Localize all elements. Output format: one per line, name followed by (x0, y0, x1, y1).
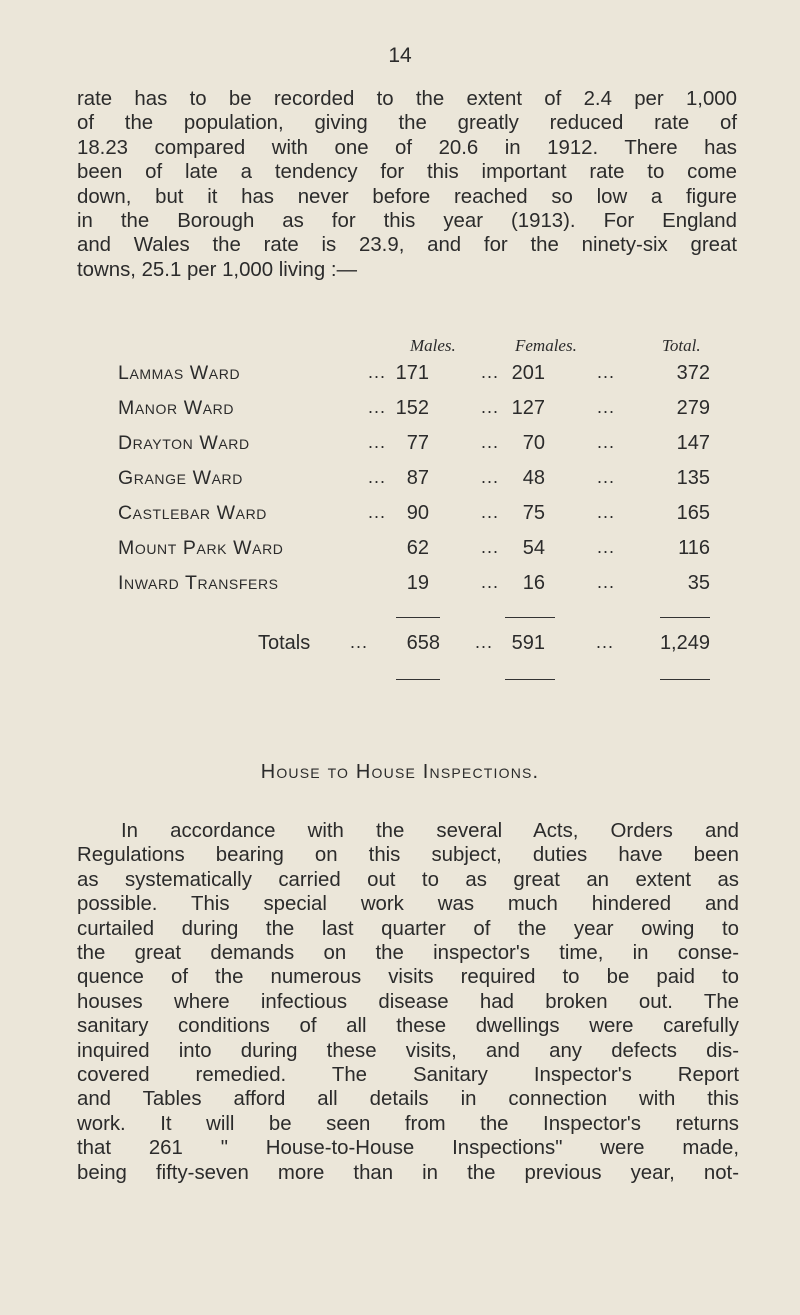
text-line: Regulations bearing on this subject, duties have been (77, 844, 739, 867)
females-cell: 70 (522, 432, 545, 454)
text-line: covered remedied. The Sanitary Inspector's Report (77, 1064, 739, 1087)
males-cell: 77 (406, 432, 429, 454)
table-row (0, 572, 800, 602)
leader-dots: ... (481, 572, 500, 592)
totals-females: 591 (511, 632, 545, 654)
divider-rule (505, 679, 555, 680)
total-cell: 147 (676, 432, 710, 454)
totals-total: 1,249 (659, 632, 710, 654)
divider-rule (396, 617, 440, 618)
leader-dots: ... (597, 537, 616, 557)
females-cell: 16 (522, 572, 545, 594)
leader-dots: ... (481, 537, 500, 557)
leader-dots: ... (481, 362, 500, 382)
ward-name: Drayton Ward (118, 432, 250, 454)
text-line: inquired into during these visits, and any defects dis- (77, 1039, 739, 1062)
leader-dots: ... (368, 432, 387, 452)
leader-dots: ... (368, 502, 387, 522)
table-row (0, 467, 800, 497)
ward-name: Grange Ward (118, 467, 243, 489)
leader-dots: ... (481, 467, 500, 487)
total-cell: 116 (678, 537, 710, 559)
text-line: curtailed during the last quarter of the year owing to (77, 917, 739, 940)
leader-dots: ... (368, 362, 387, 382)
table-row (0, 432, 800, 462)
text-line: rate has to be recorded to the extent of 2.4 per 1,000 (77, 88, 737, 110)
males-cell: 152 (395, 397, 429, 419)
leader-dots: ... (596, 632, 615, 652)
leader-dots: ... (597, 432, 616, 452)
divider-rule (505, 617, 555, 618)
text-line: in the Borough as for this year (1913). For England (77, 210, 737, 233)
table-row (0, 502, 800, 532)
text-line: In accordance with the several Acts, Orders and (121, 820, 739, 842)
total-cell: 372 (676, 362, 710, 384)
leader-dots: ... (481, 397, 500, 417)
text-line: 18.23 compared with one of 20.6 in 1912. There has (77, 136, 737, 159)
total-cell: 135 (676, 467, 710, 489)
totals-label: Totals (258, 632, 311, 654)
females-cell: 201 (511, 362, 545, 384)
males-cell: 90 (406, 502, 429, 524)
header-females: Females. (515, 336, 577, 355)
total-cell: 279 (676, 397, 710, 419)
ward-name: Mount Park Ward (118, 537, 284, 559)
ward-name: Lammas Ward (118, 362, 241, 384)
divider-rule (660, 679, 710, 680)
paragraph-death-rate (77, 87, 737, 282)
males-cell: 19 (406, 572, 429, 594)
leader-dots: ... (597, 502, 616, 522)
females-cell: 127 (511, 397, 545, 419)
totals-row (0, 632, 800, 662)
text-line: sanitary conditions of all these dwellings were carefully (77, 1015, 739, 1038)
table-row (0, 362, 800, 392)
divider-rule (396, 679, 440, 680)
totals-males: 658 (406, 632, 440, 654)
header-total: Total. (662, 336, 701, 355)
text-line: work. It will be seen from the Inspector's returns (77, 1112, 739, 1135)
leader-dots: ... (597, 467, 616, 487)
leader-dots: ... (597, 572, 616, 592)
text-line: been of late a tendency for this important rate to come (77, 161, 737, 184)
females-cell: 75 (522, 502, 545, 524)
text-line: that 261 " House-to-House Inspections" were made, (77, 1137, 739, 1160)
total-cell: 35 (687, 572, 710, 594)
text-line: quence of the numerous visits required to be paid to (77, 966, 739, 989)
text-line: as systematically carried out to as great an extent as (77, 868, 739, 891)
text-line: down, but it has never before reached so low a figure (77, 185, 737, 208)
ward-name: Inward Transfers (118, 572, 279, 594)
text-line: and Wales the rate is 23.9, and for the ninety-six great (77, 234, 737, 257)
table-row (0, 537, 800, 567)
divider-rule (660, 617, 710, 618)
females-cell: 54 (522, 537, 545, 559)
leader-dots: ... (368, 467, 387, 487)
text-line: houses where infectious disease had broken out. The (77, 990, 739, 1013)
leader-dots: ... (350, 632, 369, 652)
paragraph-inspections (77, 819, 739, 1185)
table-row (0, 397, 800, 427)
text-line: and Tables afford all details in connection with this (77, 1088, 739, 1111)
leader-dots: ... (481, 502, 500, 522)
females-cell: 48 (522, 467, 545, 489)
text-line: being fifty-seven more than in the previous year, not- (77, 1161, 739, 1184)
leader-dots: ... (481, 432, 500, 452)
males-cell: 171 (395, 362, 429, 384)
ward-name: Castlebar Ward (118, 502, 268, 524)
leader-dots: ... (475, 632, 494, 652)
text-line: the great demands on the inspector's time, in conse- (77, 942, 739, 965)
text-line: of the population, giving the greatly reduced rate of (77, 112, 737, 135)
section-heading: House to House Inspections. (260, 761, 540, 783)
leader-dots: ... (597, 362, 616, 382)
total-cell: 165 (676, 502, 710, 524)
header-males: Males. (410, 336, 456, 355)
males-cell: 62 (406, 537, 429, 559)
males-cell: 87 (406, 467, 429, 489)
ward-name: Manor Ward (118, 397, 235, 419)
page-number: 14 (388, 44, 412, 67)
text-line: possible. This special work was much hindered and (77, 893, 739, 916)
leader-dots: ... (597, 397, 616, 417)
text-line: towns, 25.1 per 1,000 living :— (77, 258, 357, 281)
leader-dots: ... (368, 397, 387, 417)
